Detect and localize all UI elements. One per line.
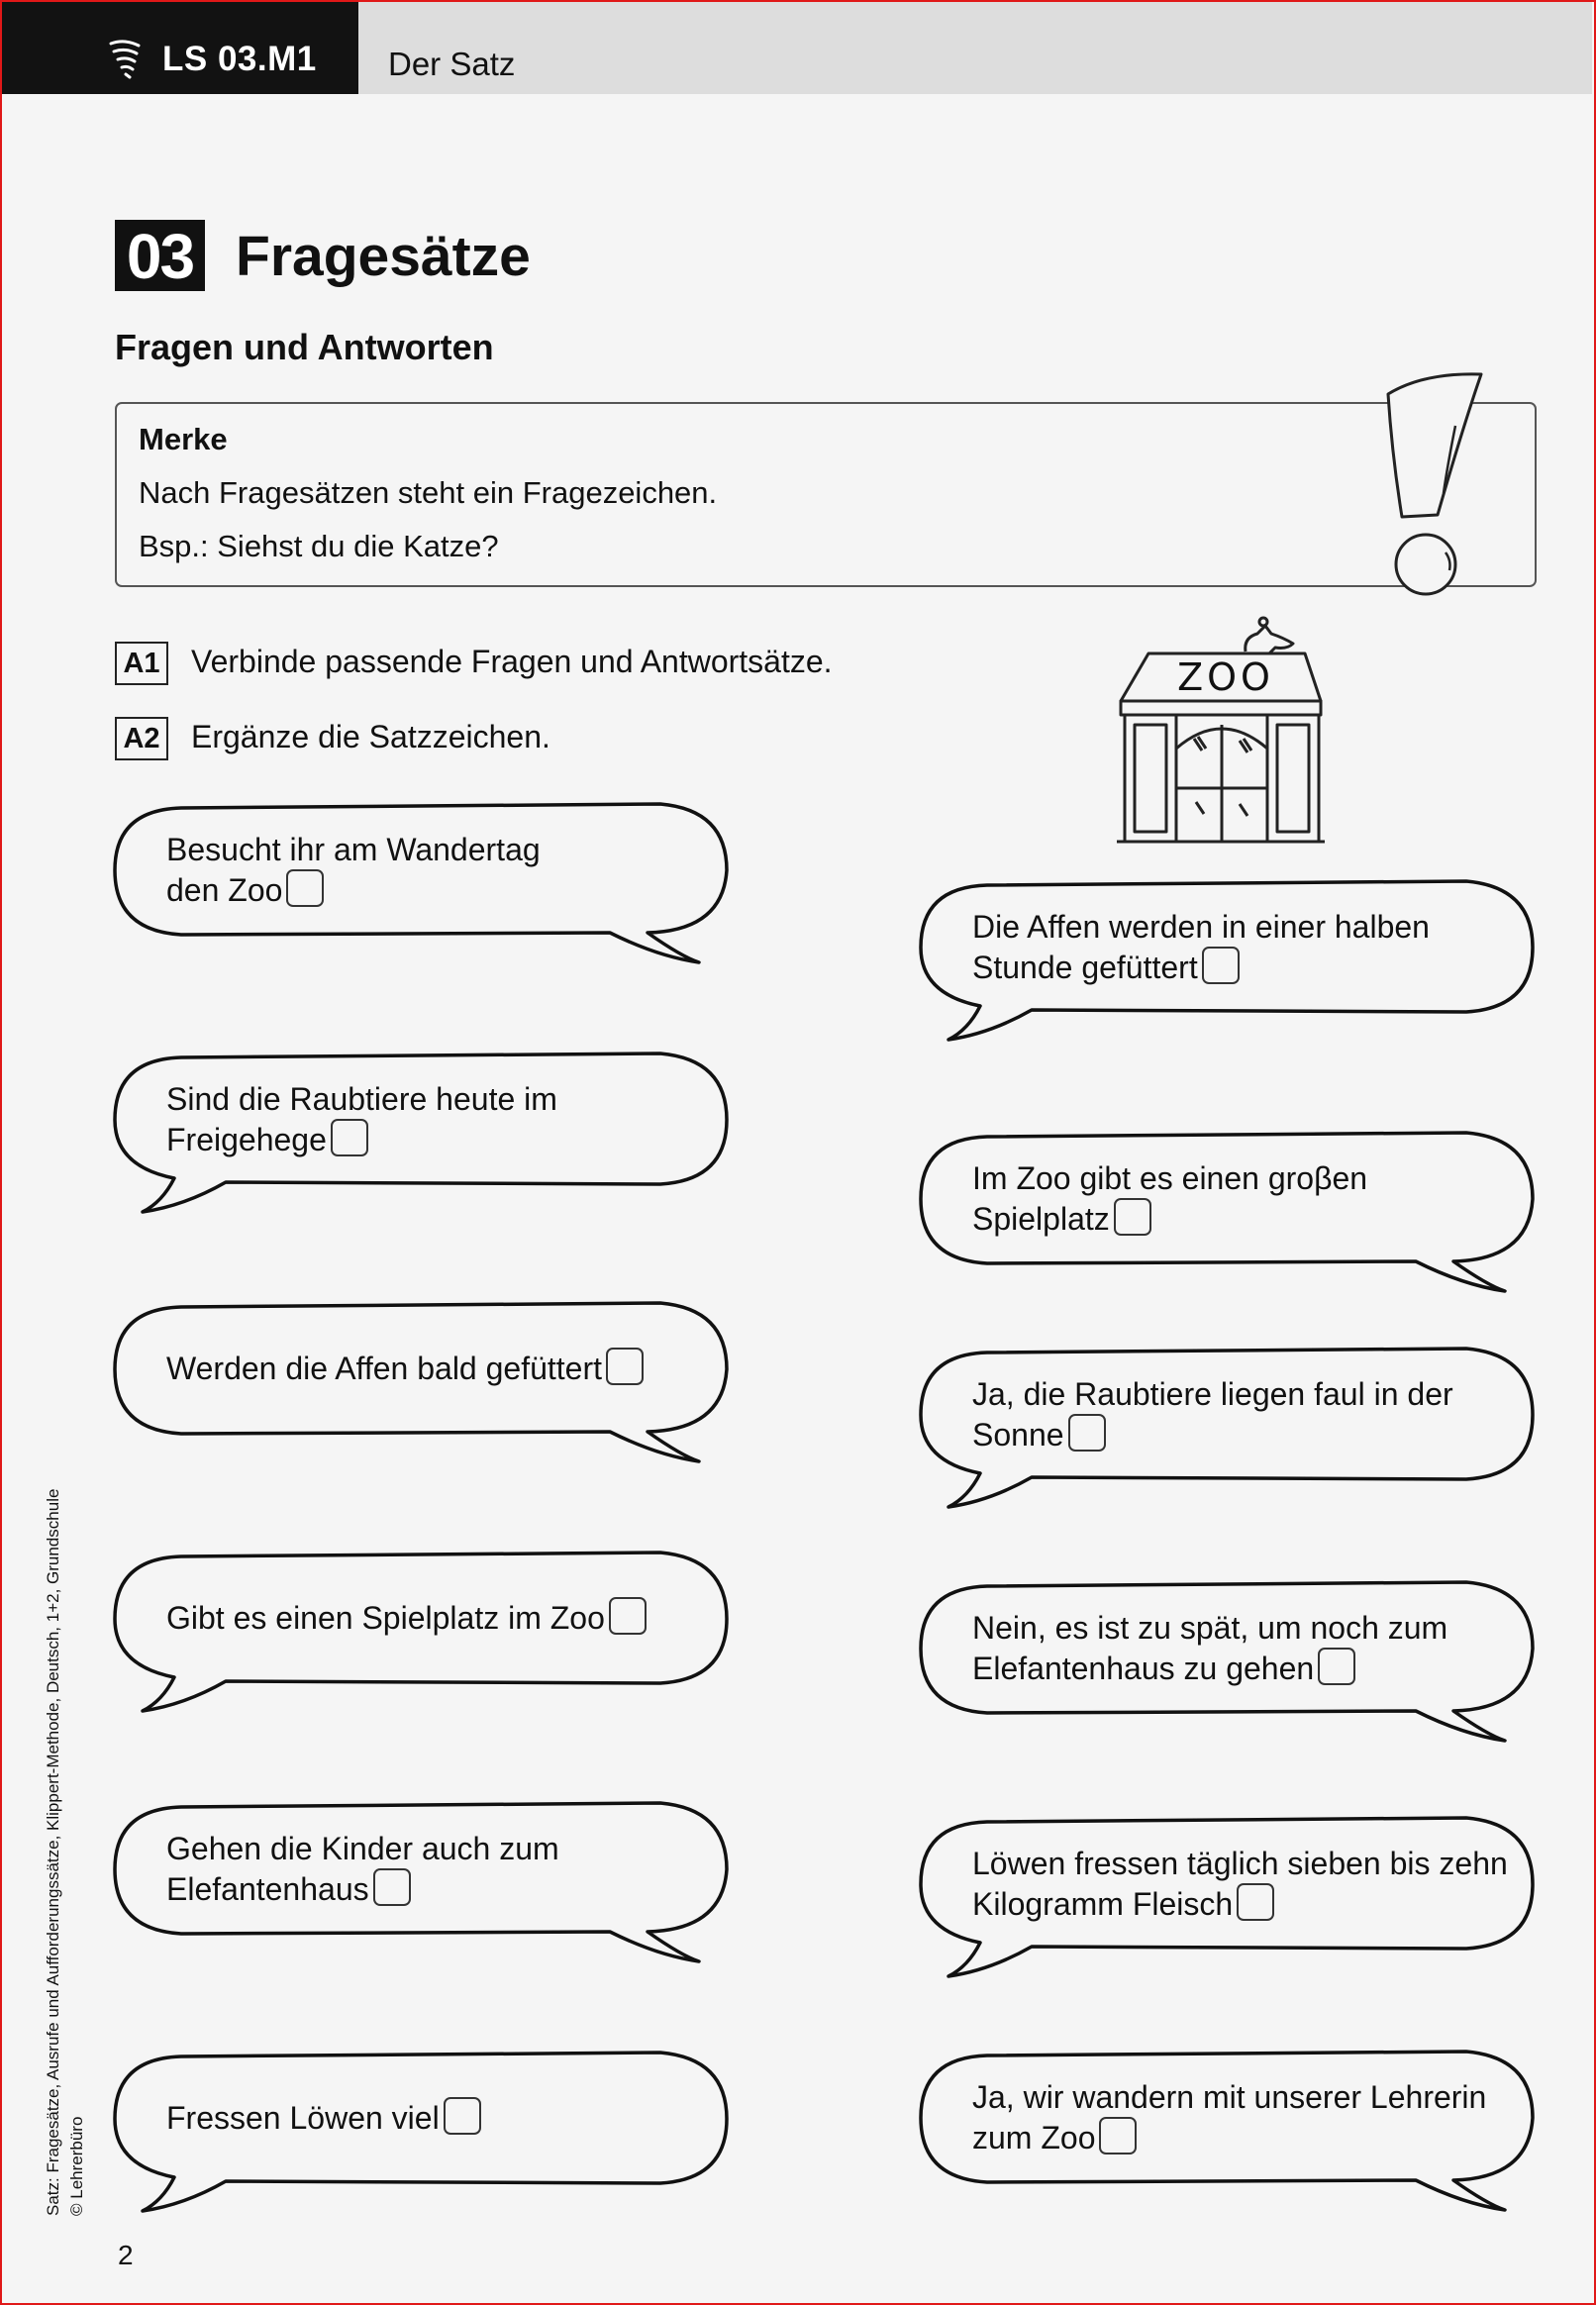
merke-example: Bsp.: Siehst du die Katze?: [139, 529, 499, 563]
source-line: Satz: Fragesätze, Ausrufe und Aufforderungssätze, Klippert-Methode, Deutsch, 1+2, Grundschule: [44, 1488, 62, 2216]
bubble-line: [972, 1845, 1508, 1883]
punctuation-answer-box[interactable]: [609, 1597, 647, 1635]
page-title: Fragesätze: [236, 225, 531, 288]
answer-bubble: [921, 881, 1533, 1014]
punctuation-answer-box[interactable]: [444, 2097, 481, 2135]
bubble-line-text: Besucht ihr am Wandertag: [166, 832, 541, 867]
header-title: Der Satz: [388, 46, 516, 82]
bubble-line-text: Die Affen werden in einer halben: [972, 909, 1430, 945]
bubble-line-text: Ja, wir wandern mit unserer Lehrerin: [972, 2079, 1487, 2115]
source-note: [42, 1489, 89, 2216]
bubble-line: [972, 1198, 1367, 1239]
punctuation-answer-box[interactable]: [1099, 2117, 1137, 2155]
punctuation-answer-box[interactable]: [286, 869, 324, 907]
bubble-line-text: Sind die Raubtiere heute im: [166, 1081, 557, 1117]
bubble-line: [972, 1883, 1508, 1924]
punctuation-answer-box[interactable]: [1237, 1883, 1274, 1921]
bubble-line-text: Elefantenhaus: [166, 1871, 369, 1907]
merke-heading: Merke: [139, 422, 228, 456]
bubble-line-text: Elefantenhaus zu gehen: [972, 1651, 1315, 1686]
worksheet-code: LS 03.M1: [162, 40, 317, 78]
task-label-a2: A2: [115, 717, 168, 760]
zoo-illustration: [1109, 610, 1347, 852]
bubble-line: [166, 1080, 557, 1119]
bubble-line: [972, 947, 1430, 987]
task-text-a2: Ergänze die Satzzeichen.: [191, 719, 550, 754]
bubble-text: [972, 2078, 1486, 2157]
question-bubble: [115, 1803, 727, 1936]
punctuation-answer-box[interactable]: [373, 1868, 411, 1906]
bubble-line: [166, 1597, 647, 1638]
bubble-line: [166, 869, 541, 910]
task-text-a1: Verbinde passende Fragen und Antwortsätze.: [191, 644, 833, 679]
bubble-line-text: Kilogramm Fleisch: [972, 1886, 1234, 1922]
answer-bubble: [921, 1133, 1533, 1265]
tornado-logo-icon: [109, 40, 143, 79]
bubble-line: [972, 1609, 1447, 1648]
bubble-line-text: Nein, es ist zu spät, um noch zum: [972, 1610, 1448, 1646]
copyright-line: © Lehrerbüro: [67, 2116, 86, 2216]
zoo-building-icon: [1109, 610, 1347, 848]
exclamation-mark-icon: [1374, 366, 1493, 604]
question-bubble: [115, 1303, 727, 1436]
bubble-line-text: Gibt es einen Spielplatz im Zoo: [166, 1600, 605, 1636]
question-bubble: [115, 804, 727, 937]
question-bubble: [115, 1053, 727, 1186]
bubble-text: [166, 1830, 559, 1909]
bubble-line-text: zum Zoo: [972, 2120, 1096, 2155]
bubble-line-text: Stunde gefüttert: [972, 950, 1198, 985]
bubble-line: [972, 1648, 1447, 1688]
answer-bubble: [921, 1582, 1533, 1715]
bubble-line: [166, 831, 541, 869]
bubble-line: [166, 1868, 559, 1909]
bubble-line-text: Werden die Affen bald gefüttert: [166, 1351, 603, 1386]
punctuation-answer-box[interactable]: [331, 1119, 368, 1156]
bubble-line: [166, 2097, 481, 2138]
task-label-a1: A1: [115, 642, 168, 685]
bubble-line-text: den Zoo: [166, 872, 283, 908]
answer-bubble: [921, 1349, 1533, 1481]
bubble-line: [166, 1119, 557, 1159]
bubble-line: [972, 1375, 1453, 1414]
punctuation-answer-box[interactable]: [1318, 1648, 1355, 1685]
bubble-line: [972, 908, 1430, 947]
bubble-line-text: Freigehege: [166, 1122, 327, 1157]
bubble-text: [166, 1080, 557, 1159]
bubble-line: [972, 1414, 1453, 1454]
bubble-text: [972, 1375, 1453, 1454]
bubble-text: [166, 1348, 644, 1388]
bubble-line-text: Ja, die Raubtiere liegen faul in der: [972, 1376, 1453, 1412]
section-number: 03: [115, 220, 205, 291]
merke-rule: Nach Fragesätzen steht ein Fragezeichen.: [139, 475, 718, 510]
bubble-line: [972, 1159, 1367, 1198]
bubble-text: [972, 1845, 1508, 1924]
page-subtitle: Fragen und Antworten: [115, 327, 494, 367]
bubble-line-text: Löwen fressen täglich sieben bis zehn: [972, 1846, 1508, 1881]
bubble-line-text: Fressen Löwen viel: [166, 2100, 440, 2136]
header-title-bar: [358, 2, 1592, 94]
bubble-text: [972, 1159, 1367, 1239]
bubble-text: [972, 1609, 1447, 1688]
punctuation-answer-box[interactable]: [1068, 1414, 1106, 1452]
bubble-line-text: Im Zoo gibt es einen groβen: [972, 1160, 1368, 1196]
bubble-line-text: Gehen die Kinder auch zum: [166, 1831, 559, 1866]
bubble-text: [166, 2097, 481, 2138]
bubble-line: [166, 1830, 559, 1868]
zoo-sign: ZOO: [1177, 655, 1274, 699]
punctuation-answer-box[interactable]: [606, 1348, 644, 1385]
bubble-line-text: Sonne: [972, 1417, 1064, 1453]
bubble-text: [166, 1597, 647, 1638]
page-number: 2: [118, 2240, 134, 2270]
bubble-line: [972, 2078, 1486, 2117]
header-code-bar: [2, 2, 358, 94]
answer-bubble: [921, 2052, 1533, 2184]
bubble-line: [166, 1348, 644, 1388]
question-bubble: [115, 2053, 727, 2185]
punctuation-answer-box[interactable]: [1202, 947, 1240, 984]
bubble-line: [972, 2117, 1486, 2157]
bubble-text: [166, 831, 541, 910]
question-bubble: [115, 1553, 727, 1685]
bubble-text: [972, 908, 1430, 987]
merke-box: [115, 402, 1537, 587]
answer-bubble: [921, 1818, 1533, 1951]
bubble-line-text: Spielplatz: [972, 1201, 1110, 1237]
punctuation-answer-box[interactable]: [1114, 1198, 1151, 1236]
